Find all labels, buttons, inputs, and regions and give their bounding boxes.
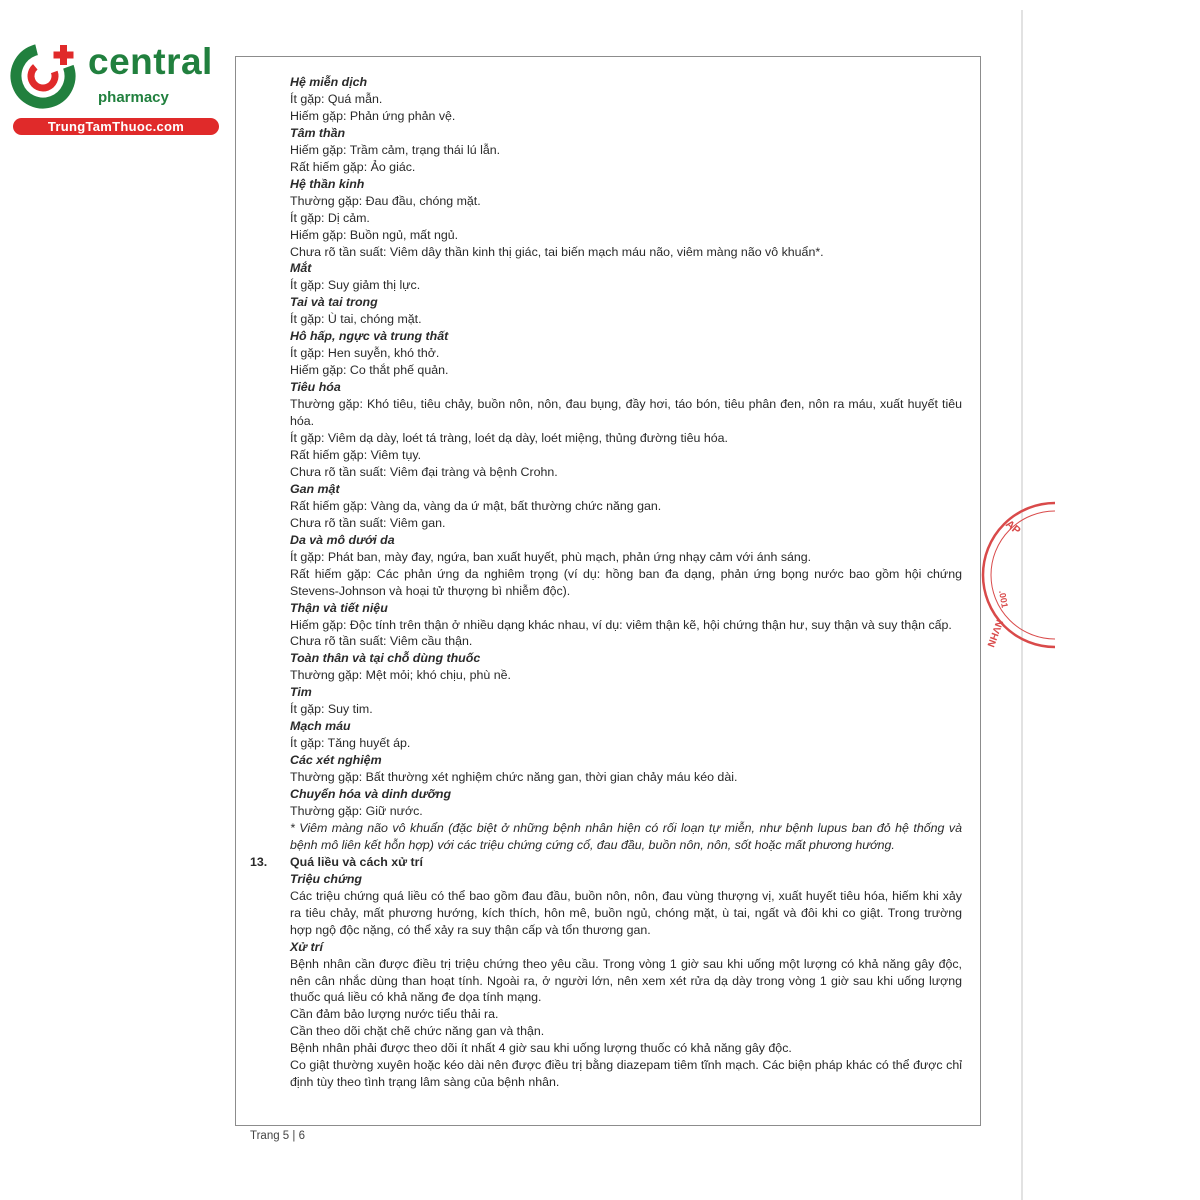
subsection-heading: Triệu chứng [290, 871, 362, 886]
subsection-heading: Da và mô dưới da [290, 532, 395, 547]
text-line: Ít gặp: Dị cảm. [290, 210, 370, 225]
section-title: Quá liều và cách xử trí [290, 854, 423, 869]
page-number: Trang 5 | 6 [250, 1130, 305, 1142]
text-line: Hiếm gặp: Co thắt phế quản. [290, 363, 449, 378]
text-line: Ít gặp: Hen suyễn, khó thở. [290, 346, 440, 361]
subsection-heading: Toàn thân và tại chỗ dùng thuốc [290, 651, 481, 666]
svg-text:.001: .001 [997, 589, 1010, 609]
text-line: Ít gặp: Ù tai, chóng mặt. [290, 312, 422, 327]
text-line: Rất hiếm gặp: Viêm tụy. [290, 447, 422, 462]
section-number: 13. [250, 854, 268, 869]
logo-name: central [88, 41, 213, 82]
text-paragraph: Co giật thường xuyên hoặc kéo dài nên được điều trị bằng diazepam tiêm tĩnh mạch. Các biện pháp khác có thể được chỉ định tùy theo tình trạng lâm sàng của bệnh nhân. [290, 1058, 962, 1090]
logo-subtitle: pharmacy [98, 89, 169, 106]
text-line: Rất hiếm gặp: Vàng da, vàng da ứ mật, bất thường chức năng gan. [290, 498, 662, 513]
text-line: Ít gặp: Suy giảm thị lực. [290, 278, 421, 293]
subsection-heading: Thận và tiết niệu [290, 600, 388, 615]
text-line: Chưa rõ tần suất: Viêm dây thần kinh thị giác, tai biến mạch máu não, viêm màng não vô khuẩn*. [290, 244, 824, 259]
subsection-heading: Xử trí [290, 939, 323, 954]
subsection-heading: Mắt [290, 261, 312, 276]
text-line: Bệnh nhân phải được theo dõi ít nhất 4 giờ sau khi uống lượng thuốc có khả năng gây độc. [290, 1041, 792, 1056]
svg-text:NVHN: NVHN [984, 617, 1005, 649]
text-line: Chưa rõ tần suất: Viêm gan. [290, 515, 446, 530]
subsection-heading: Tim [290, 685, 312, 700]
subsection-heading: Hệ miễn dịch [290, 75, 368, 89]
text-line: Cần đảm bảo lượng nước tiểu thải ra. [290, 1007, 499, 1022]
text-line: Thường gặp: Giữ nước. [290, 803, 423, 818]
section-heading [250, 854, 962, 871]
text-line: Ít gặp: Phát ban, mày đay, ngứa, ban xuất huyết, phù mạch, phản ứng nhạy cảm với ánh sáng. [290, 549, 812, 564]
subsection-heading: Hô hấp, ngực và trung thất [290, 329, 449, 344]
text-line: Ít gặp: Viêm dạ dày, loét tá tràng, loét dạ dày, loét miệng, thủng đường tiêu hóa. [290, 431, 728, 446]
subsection-heading: Tâm thần [290, 125, 346, 140]
text-line: Chưa rõ tần suất: Viêm đại tràng và bệnh Crohn. [290, 464, 558, 479]
text-paragraph: Bệnh nhân cần được điều trị triệu chứng theo yêu cầu. Trong vòng 1 giờ sau khi uống một lượng có khả năng gây độc, nên cân nhắc dùng than hoạt tính. Ngoài ra, ở người lớn, nên xem xét rửa dạ dày trong vòng 1 giờ sau khi uống lượng thuốc quá liều có khả năng đe dọa tính mạng. [290, 956, 962, 1005]
subsection-heading: Hệ thần kinh [290, 176, 365, 191]
text-line: Rất hiếm gặp: Ảo giác. [290, 159, 416, 174]
subsection-heading: Mạch máu [290, 719, 351, 734]
text-paragraph: Thường gặp: Khó tiêu, tiêu chảy, buồn nôn, nôn, đau bụng, đầy hơi, táo bón, tiêu phân đen, nôn ra máu, xuất huyết tiêu hóa. [290, 397, 962, 429]
text-line: Ít gặp: Suy tim. [290, 702, 373, 717]
subsection-heading: Tiêu hóa [290, 380, 341, 395]
text-line: Cần theo dõi chặt chẽ chức năng gan và thận. [290, 1024, 545, 1039]
subsection-heading: Chuyển hóa và dinh dưỡng [290, 787, 452, 802]
svg-text:AP: AP [1003, 518, 1023, 538]
text-paragraph: Các triệu chứng quá liều có thể bao gồm đau đầu, buồn nôn, nôn, đau vùng thượng vị, xuất huyết tiêu hóa, hiếm khi xảy ra tiêu chảy, mất phương hướng, kích thích, hôn mê, buồn ngủ, chóng mặt, ù tai, ngất và đôi khi co giật. Trong trường hợp ngộ độc nặng, có thể xảy ra suy thận cấp và tổn thương gan. [290, 888, 962, 937]
footnote-paragraph: * Viêm màng não vô khuẩn (đặc biệt ở những bệnh nhân hiện có rối loạn tự miễn, như bệnh lupus ban đỏ hệ thống và bệnh mô liên kết hỗn hợp) với các triệu chứng cứng cổ, đau đầu, buồn nôn, nôn, sốt hoặc mất phương hướng. [290, 820, 962, 852]
red-stamp-icon [975, 495, 1055, 655]
text-line: Hiếm gặp: Buồn ngủ, mất ngủ. [290, 227, 459, 242]
subsection-heading: Gan mật [290, 481, 340, 496]
text-line: Ít gặp: Tăng huyết áp. [290, 736, 411, 751]
text-paragraph: Hiếm gặp: Độc tính trên thận ở nhiều dạng khác nhau, ví dụ: viêm thận kẽ, hội chứng thận hư, suy thận và suy thận cấp. [290, 617, 952, 632]
text-line: Thường gặp: Bất thường xét nghiệm chức năng gan, thời gian chảy máu kéo dài. [290, 770, 738, 785]
logo-c-cross-icon [10, 38, 82, 110]
document-content [250, 74, 962, 1091]
pharmacy-logo [10, 38, 215, 138]
subsection-heading: Các xét nghiệm [290, 753, 382, 768]
text-line: Chưa rõ tần suất: Viêm cầu thận. [290, 634, 473, 649]
subsection-heading: Tai và tai trong [290, 295, 378, 310]
text-paragraph: Rất hiếm gặp: Các phản ứng da nghiêm trọng (ví dụ: hồng ban đa dạng, phản ứng bọng nước bao gồm hội chứng Stevens-Johnson và hoại tử thượng bì nhiễm độc). [290, 566, 962, 598]
text-line: Thường gặp: Đau đầu, chóng mặt. [290, 193, 481, 208]
text-line: Thường gặp: Mệt mỏi; khó chịu, phù nề. [290, 668, 511, 683]
logo-url: TrungTamThuoc.com [13, 118, 219, 135]
text-line: Hiếm gặp: Trầm cảm, trạng thái lú lẫn. [290, 142, 501, 157]
text-line: Ít gặp: Quá mẫn. [290, 91, 383, 106]
text-line: Hiếm gặp: Phản ứng phản vệ. [290, 108, 456, 123]
